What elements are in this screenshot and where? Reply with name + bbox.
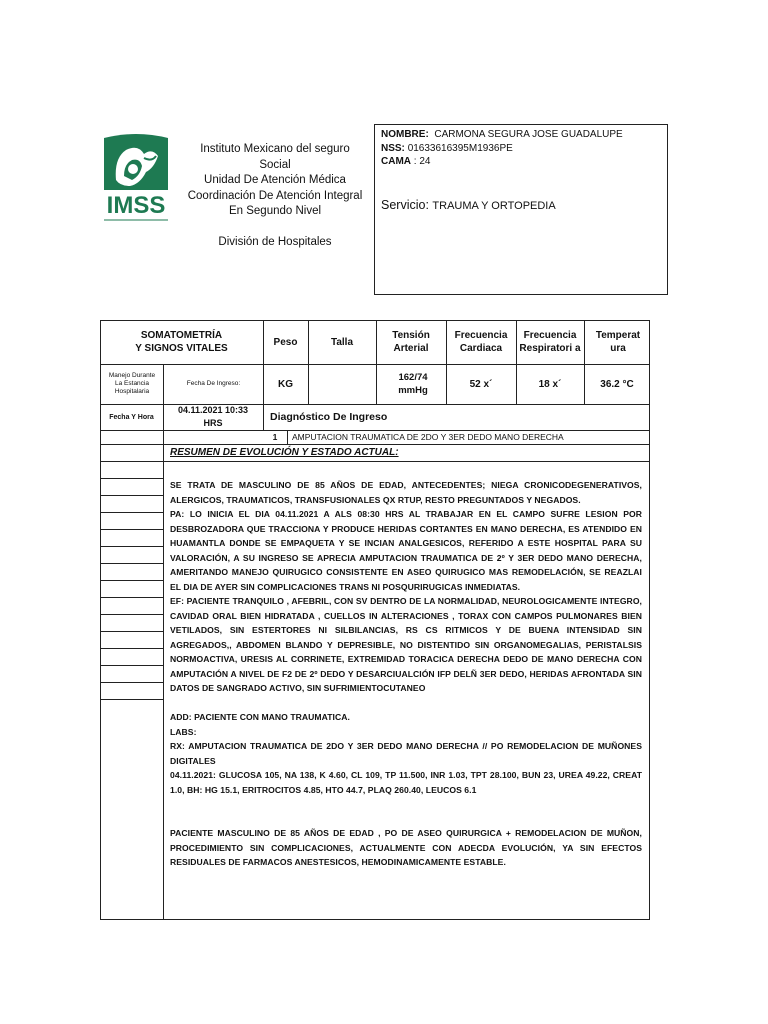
patient-bed: : 24 bbox=[413, 156, 431, 167]
institution-line: En Segundo Nivel bbox=[228, 205, 322, 217]
summary-paragraph: EF: PACIENTE TRANQUILO , AFEBRIL, CON SV DENTRO DE LA NORMALIDAD, NEUROLOGICAMENTE INTEGRO, CAVIDAD ORAL BIEN HIDRATADA , CUELLOS IN ALTERACIONES , TORAX CON CAMPOS PULMONARES BIEN VETILADOS, SIN ESTERTORES NI SILBILANCIAS, RS CS RITMICOS Y DE BUENA INTENSIDAD SIN AGREGADOS,, ABDOMEN BLANDO Y DEPRESIBLE, NO DISTENTIDO SIN ORGANOMEGALIAS, PERISTALSIS NORMOACTIVA, URESIS AL CORRINETE, EXTREMIDAD TORACICA DERECHA DEDO DE MANO DERECHA CON AMPUTACIÓN A NIVEL DE F2 DE 2º DEDO Y DESARCIUALCIÓN IFP DELÑ 3ER DEDO, HERIDAS AFRONTADA SIN DATOS DE SANGRADO ACTIVO, SIN SUFRIMIENTOCUTANEO bbox=[170, 596, 642, 693]
patient-name: CARMONA SEGURA JOSE GUADALUPE bbox=[434, 129, 623, 140]
patient-info-box bbox=[374, 124, 668, 295]
imss-logo bbox=[100, 132, 172, 226]
patient-nss-row bbox=[381, 142, 661, 156]
diagnosis-number: 1 bbox=[272, 431, 278, 442]
value-temperatura: 36.2 °C bbox=[600, 378, 634, 390]
servicio-row bbox=[381, 199, 661, 214]
manejo-label: Manejo Durante La Estancia Hospitalaria bbox=[108, 372, 156, 395]
diagnosis-title: Diagnóstico De Ingreso bbox=[270, 410, 388, 423]
summary-narrative bbox=[170, 478, 642, 870]
institution-line: Unidad De Atención Médica bbox=[204, 174, 346, 186]
cama-label: CAMA bbox=[381, 156, 411, 167]
institution-header bbox=[180, 142, 370, 250]
fecha-hora-value: 04.11.2021 10:33 HRS bbox=[177, 405, 249, 428]
value-frec-respiratoria: 18 x´ bbox=[538, 378, 562, 390]
value-peso: KG bbox=[278, 378, 293, 390]
servicio-label: Servicio: bbox=[381, 197, 429, 212]
servicio-value: TRAUMA Y ORTOPEDIA bbox=[432, 199, 556, 212]
header-frec-cardiaca: Frecuencia Cardiaca bbox=[454, 330, 508, 354]
institution-line: Coordinación De Atención Integral bbox=[187, 189, 363, 202]
svg-text:IMSS: IMSS bbox=[106, 192, 166, 219]
header-talla: Talla bbox=[330, 336, 354, 348]
vitals-section-title: SOMATOMETRÍA Y SIGNOS VITALES bbox=[135, 330, 228, 354]
summary-paragraph: LABS: bbox=[170, 726, 197, 737]
institution-line: Social bbox=[259, 158, 291, 171]
summary-paragraph: PA: LO INICIA EL DIA 04.11.2021 A ALS 08:30 HRS AL TRABAJAR EN EL CAMPO SUFRE LESION POR DESBROZADORA QUE TRACCIONA Y PRODUCE HERIDAS CORTANTES EN MANO DERECHA, ES ATENDIDO EN HUAMANTLA DONDE SE EMPAQUETA Y SE INCIAN ANALGESICOS, REFERIDO A ESTE HOSPITAL PARA SU VALORACIÓN, A SU INGRESO SE APRECIA AMPUTACION TRAUMATICA DE 2º Y 3ER DEDO MANO DERECHA, AMERITANDO MANEJO QUIRUGICO CONSISTENTE EN ASEO QUIRUGICO MAS REMODELACIÓN, SE REAZLAI EL DIA DE AYER SIN COMPLICACIONES TRANS NI POSQURIRUGICAS INMEDIATAS. bbox=[170, 509, 642, 592]
header-frec-respiratoria: Frecuencia Respiratori a bbox=[519, 330, 581, 354]
fecha-hora-label: Fecha Y Hora bbox=[109, 413, 154, 421]
summary-title: RESUMEN DE EVOLUCIÓN Y ESTADO ACTUAL: bbox=[170, 447, 399, 458]
division-label: División de Hospitales bbox=[218, 235, 332, 248]
header-peso: Peso bbox=[273, 336, 298, 348]
summary-paragraph: 04.11.2021: GLUCOSA 105, NA 138, K 4.60, CL 109, TP 11.500, INR 1.03, TPT 28.100, BUN 23, UREA 49.22, CREAT 1.0, BH: HG 15.1, ERITROCITOS 4.85, HTO 44.7, PLAQ 260.40, LEUCOS 6.1 bbox=[170, 770, 642, 795]
value-talla bbox=[308, 364, 376, 404]
patient-bed-row bbox=[381, 155, 661, 169]
header-tension: Tensión Arterial bbox=[392, 330, 430, 354]
institution-line: Instituto Mexicano del seguro bbox=[200, 143, 350, 155]
value-frec-cardiaca: 52 x´ bbox=[469, 378, 493, 390]
patient-name-row bbox=[381, 128, 661, 142]
summary-paragraph: RX: AMPUTACION TRAUMATICA DE 2DO Y 3ER DEDO MANO DERECHA // PO REMODELACION DE MUÑONES DIGITALES bbox=[170, 741, 642, 766]
nss-label: NSS: bbox=[381, 142, 405, 154]
value-tension: 162/74 mmHg bbox=[398, 372, 428, 396]
patient-nss: 01633616395M1936PE bbox=[407, 142, 513, 154]
diagnosis-text: AMPUTACION TRAUMATICA DE 2DO Y 3ER DEDO MANO DERECHA bbox=[292, 431, 564, 442]
summary-paragraph: PACIENTE MASCULINO DE 85 AÑOS DE EDAD , PO DE ASEO QUIRURGICA + REMODELACION DE MUÑON, PROCEDIMIENTO SIN COMPLICACIONES, ACTUALMENTE CON ADECDA EVOLUCIÓN, YA SIN EFECTOS RESIDUALES DE FARMACOS ANESTESICOS, HEMODINAMICAMENTE ESTABLE. bbox=[170, 828, 642, 867]
header-temperatura: Temperat ura bbox=[595, 330, 641, 354]
nombre-label: NOMBRE: bbox=[381, 129, 429, 140]
fecha-ingreso-label: Fecha De Ingreso: bbox=[186, 380, 241, 387]
summary-paragraph: ADD: PACIENTE CON MANO TRAUMATICA. bbox=[170, 712, 350, 722]
summary-paragraph: SE TRATA DE MASCULINO DE 85 AÑOS DE EDAD, ANTECEDENTES; NIEGA CRONICODEGENERATIVOS, ALERGICOS, TRAUMATICOS, TRANSFUSIONALES QX RTUP, RESTO PREGUNTADOS Y NEGADOS. bbox=[170, 480, 642, 505]
